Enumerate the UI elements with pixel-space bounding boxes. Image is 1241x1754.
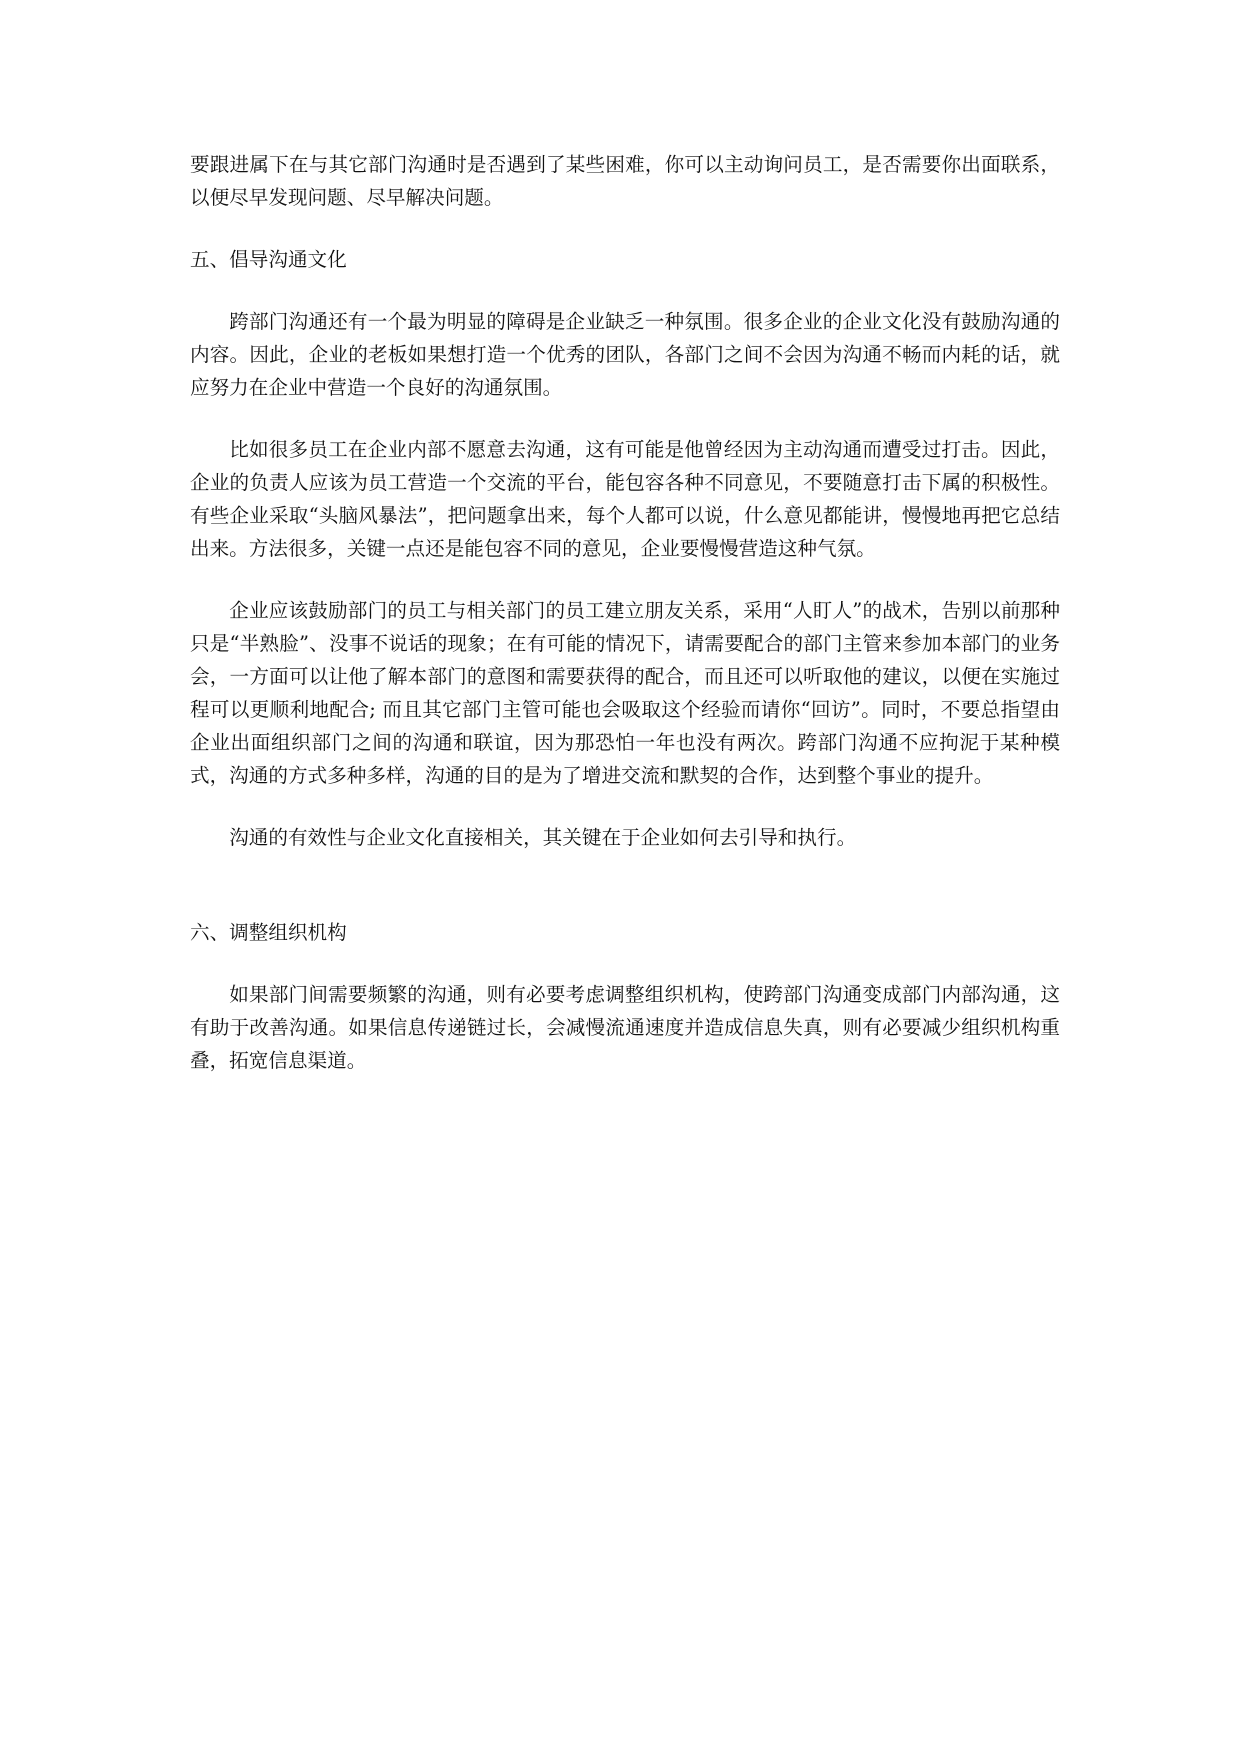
paragraph-5: 沟通的有效性与企业文化直接相关，其关键在于企业如何去引导和执行。 [229, 826, 857, 849]
paragraph-6: 如果部门间需要频繁的沟通，则有必要考虑调整组织机构，使跨部门沟通变成部门内部沟通，这有助于改善沟通。如果信息传递链过长，会减慢流通速度并造成信息失真，则有必要减少组织机构重叠，拓宽信息渠道。 [190, 983, 1060, 1072]
paragraph-3: 比如很多员工在企业内部不愿意去沟通，这有可能是他曾经因为主动沟通而遭受过打击。因此，企业的负责人应该为员工营造一个交流的平台，能包容各种不同意见，不要随意打击下属的积极性。有些企业采取“头脑风暴法”，把问题拿出来，每个人都可以说，什么意见都能讲，慢慢地再把它总结出来。方法很多，关键一点还是能包容不同的意见，企业要慢慢营造这种气氛。 [190, 438, 1060, 560]
blank-line [190, 883, 1060, 916]
section-heading-5: 五、倡导沟通文化 [190, 248, 347, 271]
paragraph-2: 跨部门沟通还有一个最为明显的障碍是企业缺乏一种氛围。很多企业的企业文化没有鼓励沟通的内容。因此，企业的老板如果想打造一个优秀的团队，各部门之间不会因为沟通不畅而内耗的话，就应努力在企业中营造一个良好的沟通氛围。 [190, 310, 1060, 399]
paragraph-1: 要跟进属下在与其它部门沟通时是否遇到了某些困难，你可以主动询问员工，是否需要你出面联系，以便尽早发现问题、尽早解决问题。 [190, 153, 1060, 209]
paragraph-4: 企业应该鼓励部门的员工与相关部门的员工建立朋友关系，采用“人盯人”的战术，告别以前那种只是“半熟脸”、没事不说话的现象；在有可能的情况下，请需要配合的部门主管来参加本部门的业务会，一方面可以让他了解本部门的意图和需要获得的配合，而且还可以听取他的建议，以便在实施过程可以更顺利地配合; 而且其它部门主管可能也会吸取这个经验而请你“回访”。同时，不要总指望由企业出面组织部门之间的沟通和联谊，因为那恐怕一年也没有两次。跨部门沟通不应拘泥于某种模式，沟通的方式多种多样，沟通的目的是为了增进交流和默契的合作，达到整个事业的提升。 [190, 599, 1060, 787]
section-heading-6: 六、调整组织机构 [190, 921, 347, 944]
document-body [190, 148, 1060, 1106]
